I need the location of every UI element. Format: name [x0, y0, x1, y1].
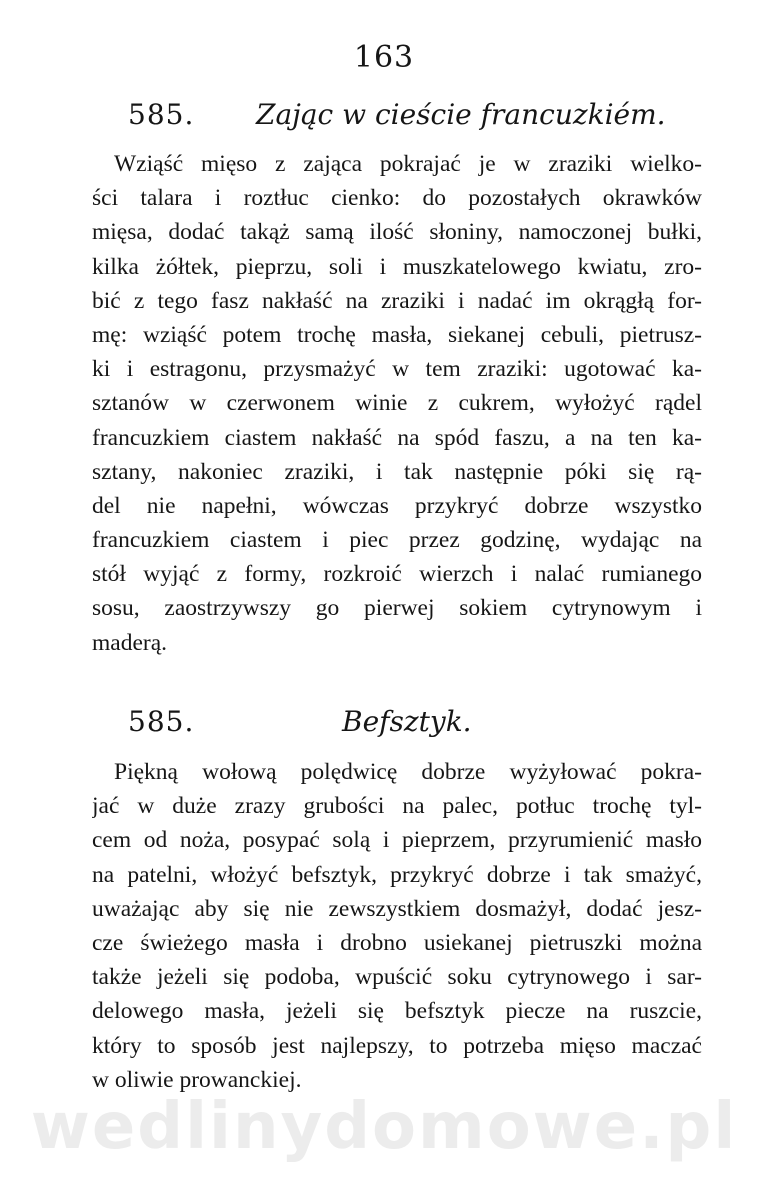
text-line: w oliwie prowanckiej. [92, 1066, 302, 1093]
text-line: stół wyjąć z formy, rozkroić wierzch i nalać rumianego [92, 561, 702, 588]
text-line: del nie napełni, wówczas przykryć dobrze wszystko [92, 492, 702, 519]
text-line: francuzkiem ciastem i piec przez godzinę, wydając na [92, 527, 702, 554]
text-line: kilka żółtek, pieprzu, soli i muszkatelowego kwiatu, zro- [92, 253, 702, 280]
text-line: ści talara i roztłuc cienko: do pozostałych okrawków [92, 185, 702, 212]
recipe-body [92, 755, 702, 1097]
text-line: Wziąść mięso z zająca pokrajać je w zraziki wielko- [114, 151, 702, 177]
text-line: na patelni, włożyć befsztyk, przykryć dobrze i tak smażyć, [92, 861, 702, 888]
text-line: delowego masła, jeżeli się befsztyk piecze na ruszcie, [92, 998, 702, 1025]
recipe-heading [128, 98, 688, 138]
text-line: bić z tego fasz nakłaść na zraziki i nadać im okrągłą for- [92, 287, 702, 314]
text-line: który to sposób jest najlepszy, to potrzeba mięso maczać [92, 1032, 702, 1059]
text-line: mę: wziąść potem trochę masła, siekanej cebuli, pietrusz- [92, 321, 702, 348]
text-line: cze świeżego masła i drobno usiekanej pietruszki można [92, 929, 702, 956]
text-line: francuzkiem ciastem nakłaść na spód faszu, a na ten ka- [92, 424, 702, 451]
text-line: Piękną wołową polędwicę dobrze wyżyłować pokra- [114, 759, 702, 785]
recipe-number: 585. [128, 98, 195, 131]
text-line: sztanów w czerwonem winie z cukrem, wyłożyć rądel [92, 390, 702, 417]
text-line: cem od noża, posypać solą i pieprzem, przyrumienić masło [92, 827, 702, 854]
recipe-title: Befsztyk. [342, 705, 472, 738]
recipe-body [92, 147, 702, 660]
recipe-heading [128, 705, 688, 745]
text-line: maderą. [92, 629, 168, 656]
text-line: także jeżeli się podoba, wpuścić soku cytrynowego i sar- [92, 964, 702, 991]
page-number: 163 [353, 40, 415, 75]
text-line: sztany, nakoniec zraziki, i tak następnie póki się rą- [92, 458, 702, 485]
text-line: uważając aby się nie zewszystkiem dosmażył, dodać jesz- [92, 895, 702, 922]
text-line: sosu, zaostrzywszy go pierwej sokiem cytrynowym i [92, 595, 702, 622]
recipe-title: Zając w cieście francuzkiém. [256, 98, 666, 131]
text-line: ki i estragonu, przysmażyć w tem zraziki: ugotować ka- [92, 356, 702, 383]
watermark: wedlinydomowe.pl [30, 1090, 738, 1164]
recipe-number: 585. [128, 705, 195, 738]
text-line: jać w duże zrazy grubości na palec, potłuc trochę tyl- [92, 793, 702, 820]
text-line: mięsa, dodać takąż samą ilość słoniny, namoczonej bułki, [92, 219, 702, 246]
